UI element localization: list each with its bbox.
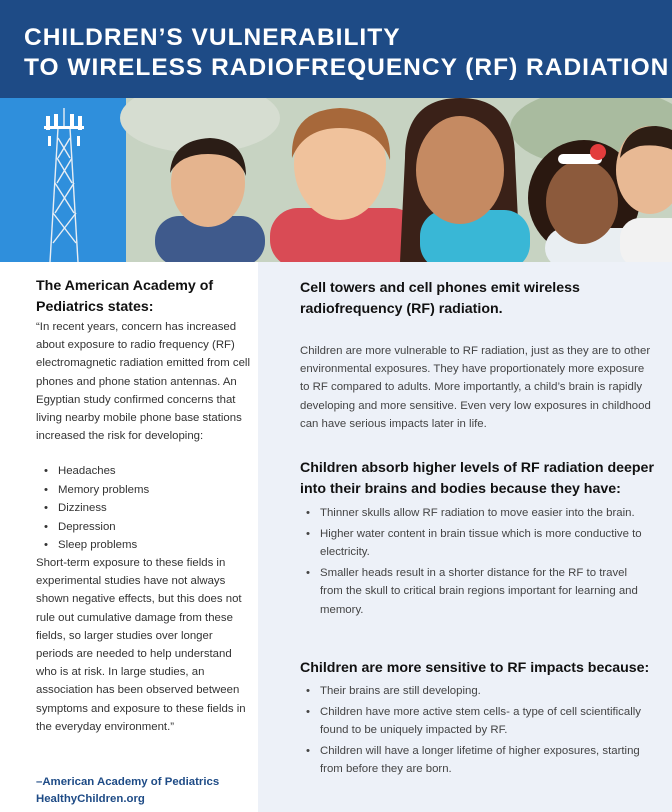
aap-quote-column [0,262,258,812]
info-panel [258,262,672,812]
list-item: • Children have more active stem cells- a type of cell scientifically found to be uniquely impacted by RF. [306,703,646,740]
list-item: • Memory problems [44,481,244,500]
list-item: • Their brains are still developing. [306,682,646,701]
list-item: • Children will have a longer lifetime of higher exposures, starting from before they are born. [306,742,646,779]
sensitive-reasons-list [306,682,646,781]
section-heading-emit: Cell towers and cell phones emit wireless radiofrequency (RF) radiation. [300,280,580,317]
title-line-2: TO WIRELESS RADIOFREQUENCY (RF) RADIATION [24,54,670,81]
aap-quote-rest: Short-term exposure to these fields in experimental studies have not always shown negative effects, but this does not rule out cumulative damage from these fields, so larger studies over longer periods are needed to help understand who is at risk. In large studies, an association has been observed between symptoms and exposure to these fields in the everyday environment.” [36,557,246,733]
list-item: • Headaches [44,462,244,481]
list-item: • Smaller heads result in a shorter distance for the RF to travel from the skull to critical brain regions important for learning and memory. [306,564,646,620]
child-5 [616,126,672,262]
section-heading-sensitive: Children are more sensitive to RF impacts because: [300,660,650,676]
section-heading-absorb: Children absorb higher levels of RF radiation deeper into their brains and bodies because they have: [300,460,654,497]
attribution-name: –American Academy of Pediatrics [36,776,220,788]
symptom-list [44,462,244,555]
attribution [36,774,219,808]
aap-heading: The American Academy of Pediatrics states: [36,278,214,315]
sky-background [0,98,126,262]
header-banner [0,0,672,98]
list-item: • Thinner skulls allow RF radiation to move easier into the brain. [306,504,646,523]
list-item: • Dizziness [44,499,244,518]
list-item: • Depression [44,518,244,537]
absorb-reasons-list [306,504,646,621]
intro-paragraph: Children are more vulnerable to RF radiation, just as they are to other environmental exposures. They have proportionately more exposure to RF compared to adults. More importantly, a child’s brain is rapidly developing and more sensitive. Even very low exposures in childhood can have serious impacts later in life. [300,345,651,430]
list-item: • Higher water content in brain tissue which is more conductive to electricity. [306,525,646,562]
banner-photo [0,98,672,262]
aap-quote-intro: “In recent years, concern has increased about exposure to radio frequency (RF) electromagnetic radiation emitted from cell phones and phone station antennas. An Egyptian study confirmed concerns that living nearby mobile phone base stations increased the risk for developing: [36,321,250,443]
list-item: • Sleep problems [44,536,244,555]
title-line-1: CHILDREN’S VULNERABILITY [24,24,401,51]
attribution-source: HealthyChildren.org [36,793,145,805]
